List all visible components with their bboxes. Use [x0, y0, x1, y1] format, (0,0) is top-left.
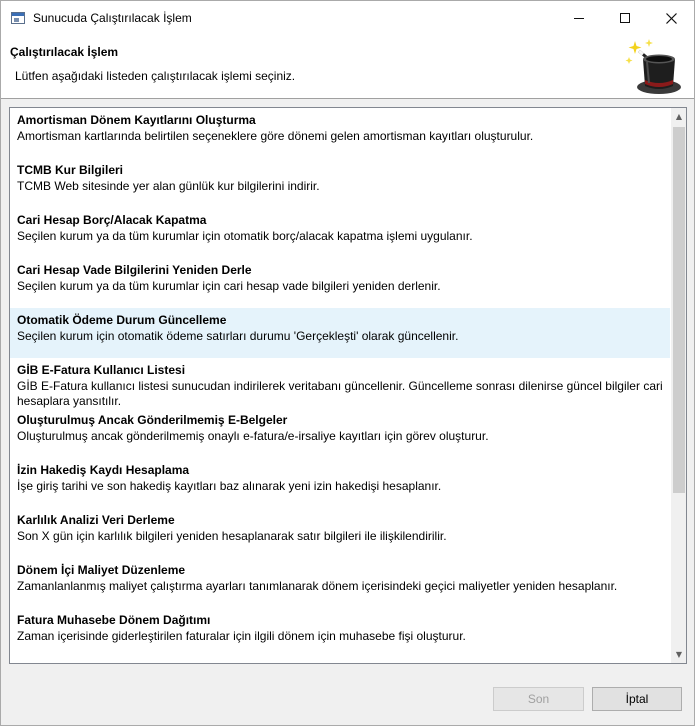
list-item-description: Seçilen kurum ya da tüm kurumlar için cari hesap vade bilgileri yeniden derlenir. [17, 279, 441, 293]
list-item-title: TCMB Kur Bilgileri [17, 163, 124, 177]
scroll-up-arrow-icon[interactable]: ▲ [675, 112, 683, 121]
close-button[interactable] [648, 1, 694, 35]
page-title: Çalıştırılacak İşlem [10, 45, 119, 59]
list-item-description: Seçilen kurum için otomatik ödeme satırları durumu 'Gerçekleşti' olarak güncellenir. [17, 329, 459, 343]
list-item-title: Karlılık Analizi Veri Derleme [17, 513, 175, 527]
list-item-title: Amortisman Dönem Kayıtlarını Oluşturma [17, 113, 256, 127]
app-window-icon [11, 12, 25, 24]
list-item-title: Dönem İçi Maliyet Düzenleme [17, 563, 186, 577]
list-item-description: Seçilen kurum ya da tüm kurumlar için otomatik borç/alacak kapatma işlemi uygulanır. [17, 229, 473, 243]
title-bar [1, 1, 694, 35]
operation-list[interactable] [9, 107, 687, 664]
minimize-button[interactable] [556, 1, 602, 35]
list-item[interactable] [10, 308, 670, 358]
list-item[interactable] [10, 158, 670, 208]
operation-items [10, 108, 670, 658]
close-icon [666, 13, 677, 24]
maximize-button[interactable] [602, 1, 648, 35]
list-item[interactable] [10, 258, 670, 308]
finish-button[interactable]: Son [493, 687, 584, 711]
list-item-description: Son X gün için karlılık bilgileri yeniden hesaplanarak satır bilgileri ile ilişkilendirilir. [17, 529, 447, 543]
list-item-description: TCMB Web sitesinde yer alan günlük kur bilgilerini indirir. [17, 179, 320, 193]
scrollbar-thumb[interactable] [673, 127, 685, 493]
list-item-title: Cari Hesap Vade Bilgilerini Yeniden Derle [17, 263, 252, 277]
list-item[interactable] [10, 108, 670, 158]
list-item[interactable] [10, 208, 670, 258]
maximize-icon [620, 13, 630, 23]
list-item-description: Zaman içerisinde giderleştirilen faturalar için ilgili dönem için muhasebe fişi oluşturur. [17, 629, 466, 643]
minimize-icon [574, 18, 584, 19]
list-item-description: Amortisman kartlarında belirtilen seçeneklere göre dönemi gelen amortisman kayıtları oluşturulur. [17, 129, 534, 143]
cancel-button[interactable]: İptal [592, 687, 682, 711]
list-item-description: Zamanlanlanmış maliyet çalıştırma ayarları tanımlanarak dönem içerisindeki geçici maliyetler yeniden hesaplanır. [17, 579, 618, 593]
list-item-title: Fatura Muhasebe Dönem Dağıtımı [17, 613, 211, 627]
list-item-title: Oluşturulmuş Ancak Gönderilmemiş E-Belgeler [17, 413, 288, 427]
list-item[interactable] [10, 608, 670, 658]
scroll-down-arrow-icon[interactable]: ▼ [675, 650, 683, 659]
list-item-title: Otomatik Ödeme Durum Güncelleme [17, 313, 227, 327]
list-item-description: GİB E-Fatura kullanıcı listesi sunucudan indirilerek veritabanı güncellenir. Güncelleme sonrası dilenirse güncel bilgiler cari hesaplara yansıtılır. [17, 379, 663, 408]
list-item-description: İşe giriş tarihi ve son hakediş kayıtları baz alınarak yeni izin hakedişi hesaplanır. [17, 479, 442, 493]
list-item-description: Oluşturulmuş ancak gönderilmemiş onaylı e-fatura/e-irsaliye kayıtları için görev oluşturur. [17, 429, 489, 443]
list-item[interactable] [10, 558, 670, 608]
list-item-title: Cari Hesap Borç/Alacak Kapatma [17, 213, 207, 227]
magic-hat-wand-icon [623, 37, 685, 97]
vertical-scrollbar[interactable] [671, 108, 687, 663]
page-subtitle: Lütfen aşağıdaki listeden çalıştırılacak işlemi seçiniz. [15, 69, 296, 83]
list-item[interactable] [10, 508, 670, 558]
list-item[interactable] [10, 458, 670, 508]
list-item-title: İzin Hakediş Kaydı Hesaplama [17, 463, 190, 477]
wizard-header [1, 35, 694, 99]
list-item[interactable] [10, 358, 670, 408]
list-item[interactable] [10, 408, 670, 458]
window-title: Sunucuda Çalıştırılacak İşlem [33, 11, 192, 25]
list-item-title: GİB E-Fatura Kullanıcı Listesi [17, 363, 186, 377]
